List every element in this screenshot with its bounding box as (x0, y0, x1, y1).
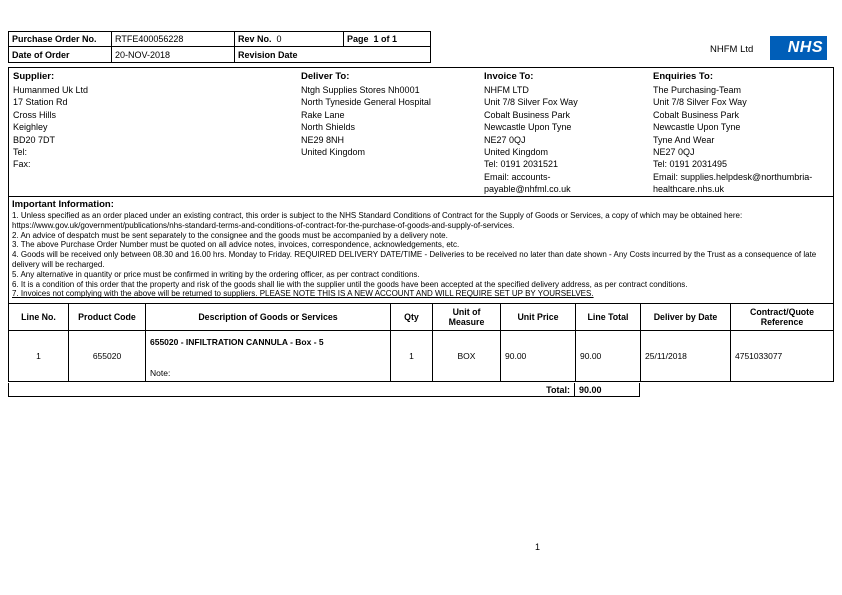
nhs-logo-text: NHS (787, 39, 823, 56)
address-line: Cobalt Business Park (484, 109, 571, 120)
address-line: BD20 7DT (13, 134, 56, 145)
enquiries-to-address (653, 71, 831, 196)
address-line: 17 Station Rd (13, 97, 68, 108)
unit-of-measure-cell: BOX (433, 331, 501, 381)
total-row (8, 383, 640, 397)
header-unit-of-measure: Unit of Measure (433, 304, 501, 331)
address-line: healthcare.nhs.uk (653, 184, 725, 195)
invoice-to-lines (484, 84, 649, 196)
total-value: 90.00 (579, 384, 602, 395)
important-information-lines (12, 211, 830, 289)
important-information-line: 5. Any alternative in quantity or price must be confirmed in writing by the ordering officer, as per contract conditions. (12, 269, 420, 279)
important-information-title: Important Information: (12, 199, 114, 210)
address-line: Keighley (13, 122, 48, 133)
po-line-row (9, 331, 833, 381)
header-line-total: Line Total (576, 304, 641, 331)
address-line: North Shields (301, 122, 356, 133)
po-header-table (8, 31, 431, 63)
important-information-line: 1. Unless specified as an order placed under an existing contract, this order is subject to the NHS Standard Conditions of Contract for the Supply of Goods or Services, a copy of which may be obtained here: https://www.gov.uk/government/publications/nhs-standard-terms-and-conditions-of-contract-for-the-purchase-of-goods-and-supply-of-services. (12, 211, 743, 230)
address-line: NE27 0QJ (653, 147, 695, 158)
date-of-order-label: Date of Order (9, 47, 112, 62)
supplier-lines (13, 84, 293, 171)
header-contract-quote-reference: Contract/Quote Reference (731, 304, 833, 331)
organisation-name: NHFM Ltd (710, 44, 754, 55)
supplier-address (13, 71, 293, 171)
important-information-line: 2. An advice of despatch must be sent separately to the consignee and the goods must be accompanied by a delivery note. (12, 230, 448, 240)
address-line: Tel: 0191 2031495 (653, 159, 728, 170)
po-number-label: Purchase Order No. (9, 32, 112, 47)
rev-no-value: 0 (276, 34, 282, 44)
address-line: United Kingdom (484, 147, 549, 158)
nhs-logo (770, 36, 827, 60)
address-line: Email: supplies.helpdesk@northumbria- (653, 171, 813, 182)
address-line: Ntgh Supplies Stores Nh0001 (301, 85, 420, 95)
total-label: Total: (9, 383, 575, 396)
important-information-line: 3. The above Purchase Order Number must be quoted on all advice notes, invoices, correspondence, acknowledgements, etc. (12, 240, 460, 250)
line-total-cell: 90.00 (576, 331, 641, 381)
header-product-code: Product Code (69, 304, 146, 331)
page-cell (344, 32, 430, 47)
address-line: Fax: (13, 159, 31, 170)
supplier-heading: Supplier: (13, 71, 55, 82)
item-note-label: Note: (150, 368, 171, 378)
address-line: NE27 0QJ (484, 134, 526, 145)
address-line: North Tyneside General Hospital (301, 97, 431, 108)
address-block (8, 67, 834, 197)
address-line: United Kingdom (301, 147, 366, 158)
unit-price-cell: 90.00 (501, 331, 576, 381)
items-table-header-row (9, 304, 833, 331)
address-line: NE29 8NH (301, 134, 345, 145)
address-line: Tel: 0191 2031521 (484, 159, 559, 170)
header-line-no: Line No. (9, 304, 69, 331)
address-line: Unit 7/8 Silver Fox Way (484, 97, 578, 108)
invoice-to-heading: Invoice To: (484, 71, 534, 82)
important-information-section (8, 196, 834, 304)
deliver-by-date-cell: 25/11/2018 (641, 331, 731, 381)
address-line: The Purchasing-Team (653, 85, 742, 95)
contract-quote-reference-cell: 4751033077 (735, 351, 783, 361)
deliver-to-address (301, 71, 481, 158)
address-line: Unit 7/8 Silver Fox Way (653, 97, 747, 108)
address-line: Newcastle Upon Tyne (484, 122, 572, 133)
header-qty: Qty (391, 304, 433, 331)
invoice-to-address (484, 71, 649, 196)
important-information-last-line: 7. Invoices not complying with the above will be returned to suppliers. PLEASE NOTE THIS IS A NEW ACCOUNT AND WILL REQUIRE SET UP BY YOURSELVES. (12, 289, 594, 299)
address-line: Cross Hills (13, 109, 57, 120)
deliver-to-lines (301, 84, 481, 158)
page-number-footer: 1 (535, 542, 541, 552)
revision-date-label: Revision Date (238, 49, 298, 60)
address-line: Email: accounts- (484, 171, 551, 182)
date-of-order-value: 20-NOV-2018 (112, 47, 235, 62)
rev-no-label: Rev No. (238, 34, 272, 44)
address-line: Newcastle Upon Tyne (653, 122, 741, 133)
important-information-line: 6. It is a condition of this order that the property and risk of the goods shall lie with the supplier until the goods have been accepted at the specified delivery address, as per contract conditions. (12, 279, 688, 289)
address-line: Rake Lane (301, 109, 345, 120)
line-no-cell: 1 (9, 331, 69, 381)
enquiries-to-lines (653, 84, 831, 196)
page-value: 1 of 1 (373, 34, 398, 44)
address-line: NHFM LTD (484, 85, 529, 95)
deliver-to-heading: Deliver To: (301, 71, 350, 82)
enquiries-to-heading: Enquiries To: (653, 71, 713, 82)
rev-no-cell (235, 32, 344, 47)
header-deliver-by-date: Deliver by Date (641, 304, 731, 331)
qty-cell: 1 (391, 331, 433, 381)
po-number-value: RTFE400056228 (112, 32, 235, 47)
address-line: Tyne And Wear (653, 134, 715, 145)
address-line: payable@nhfml.co.uk (484, 184, 571, 195)
header-description: Description of Goods or Services (146, 304, 391, 331)
header-unit-price: Unit Price (501, 304, 576, 331)
address-line: Cobalt Business Park (653, 109, 740, 120)
description-cell (146, 331, 391, 381)
product-code-cell: 655020 (69, 331, 146, 381)
address-line: Tel: (13, 147, 28, 158)
important-information-line: 4. Goods will be received only between 08.30 and 16.00 hrs. Monday to Friday. REQUIRED DELIVERY DATE/TIME - Deliveries to be received no later than date shown - Any Costs incurred by the Trust as a consequence of late delivery will be recharged. (12, 250, 817, 269)
items-table (8, 303, 834, 382)
page-label: Page (347, 34, 369, 44)
address-line: Humanmed Uk Ltd (13, 85, 89, 95)
item-description: 655020 - INFILTRATION CANNULA - Box - 5 (150, 337, 324, 347)
